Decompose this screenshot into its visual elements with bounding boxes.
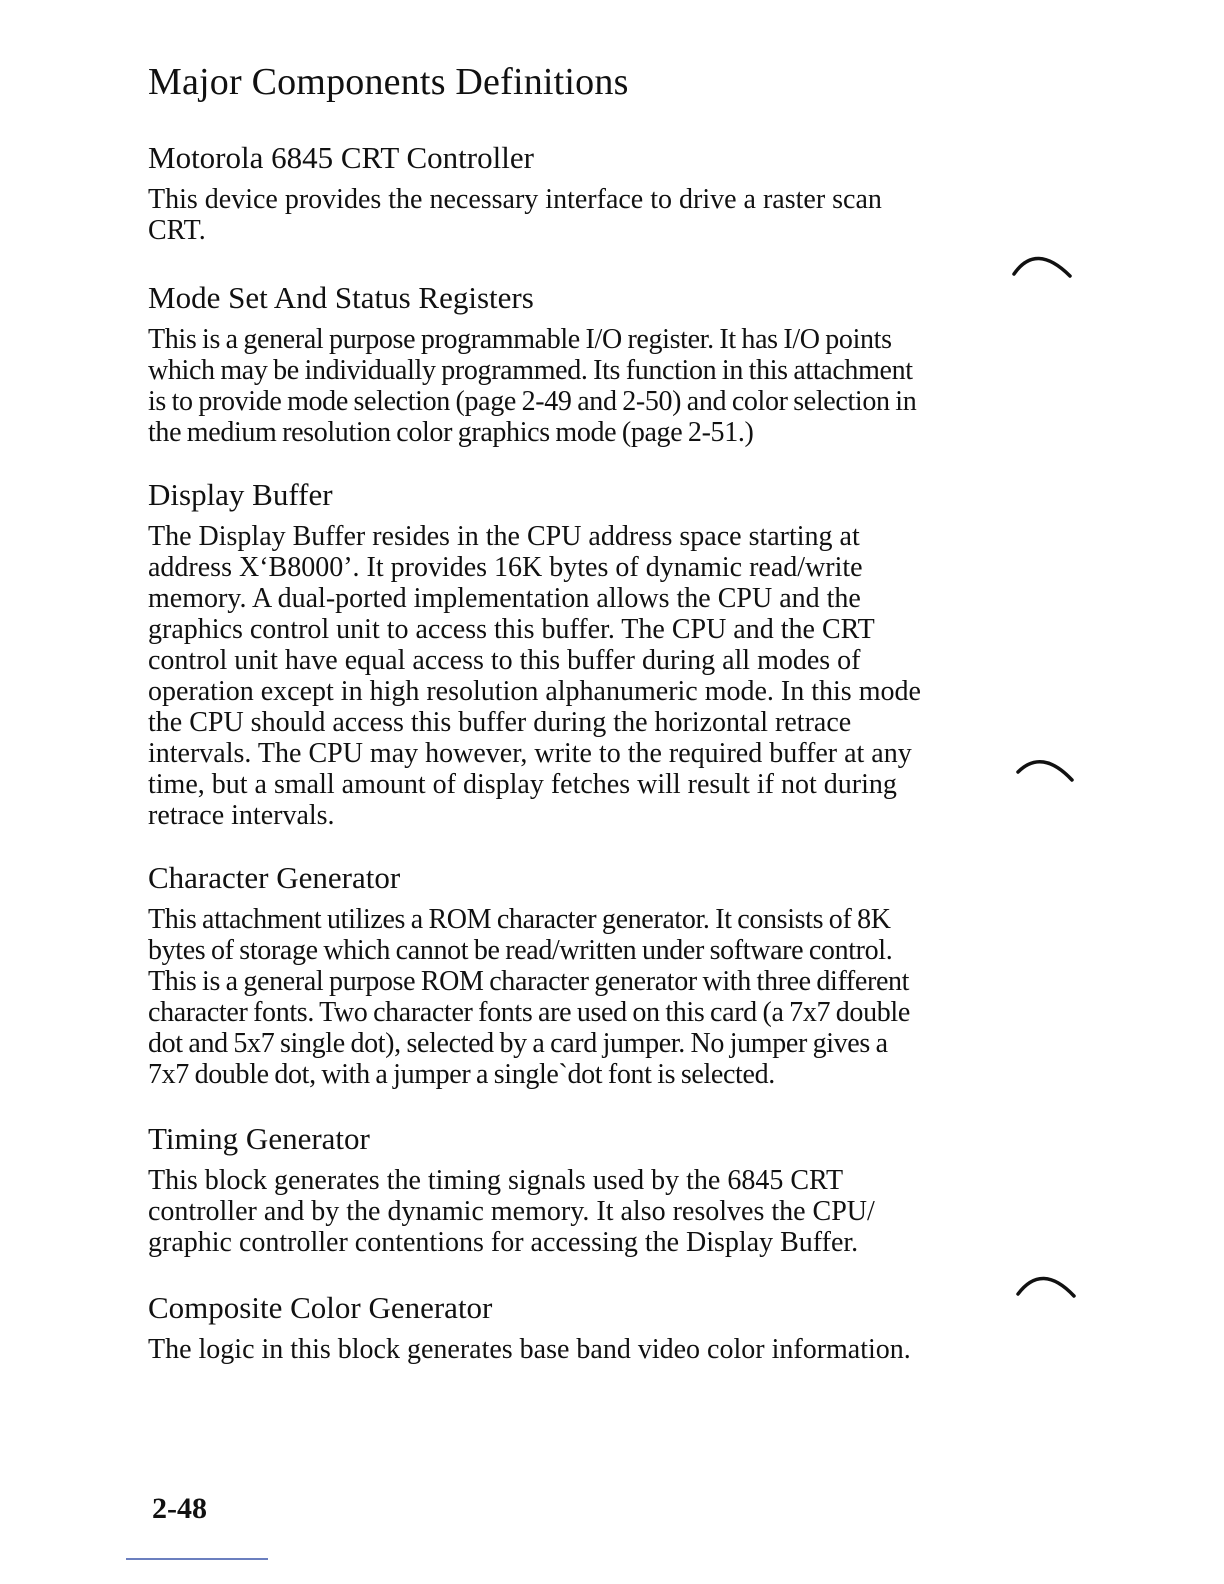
body-line: dot and 5x7 single dot), selected by a card jumper. No jumper gives a [148, 1028, 888, 1059]
body-line: This is a general purpose ROM character generator with three different [148, 966, 910, 997]
section-heading: Character Generator [148, 860, 401, 895]
section-timing-generator [148, 1119, 988, 1258]
section-heading: Display Buffer [148, 477, 333, 512]
body-line: intervals. The CPU may however, write to the required buffer at any [148, 738, 912, 769]
body-line: operation except in high resolution alphanumeric mode. In this mode [148, 676, 921, 707]
section-mode-set-registers [148, 278, 988, 448]
body-line: The Display Buffer resides in the CPU address space starting at [148, 521, 860, 552]
body-line: retrace intervals. [148, 800, 335, 831]
footer-rule [126, 1558, 268, 1560]
body-line: memory. A dual-ported implementation allows the CPU and the [148, 583, 861, 614]
section-body [148, 1334, 988, 1365]
page-title: Major Components Definitions [148, 61, 629, 103]
body-line: address X‘B8000’. It provides 16K bytes of dynamic read/write [148, 552, 863, 583]
page-number: 2-48 [152, 1492, 207, 1525]
section-display-buffer [148, 475, 988, 831]
section-crt-controller [148, 138, 988, 246]
body-line: graphics control unit to access this buffer. The CPU and the CRT [148, 614, 875, 645]
body-line: This device provides the necessary interface to drive a raster scan [148, 184, 882, 215]
section-body [148, 904, 988, 1090]
section-composite-color-generator [148, 1288, 988, 1365]
body-line: the medium resolution color graphics mode (page 2-51.) [148, 417, 754, 448]
section-heading: Motorola 6845 CRT Controller [148, 140, 534, 175]
binder-tab-mark-icon [1016, 752, 1078, 782]
binder-tab-mark-icon [1016, 1268, 1078, 1298]
section-body [148, 324, 988, 448]
body-line: control unit have equal access to this buffer during all modes of [148, 645, 861, 676]
body-line: 7x7 double dot, with a jumper a single`dot font is selected. [148, 1059, 775, 1090]
body-line: the CPU should access this buffer during the horizontal retrace [148, 707, 852, 738]
section-heading: Composite Color Generator [148, 1290, 493, 1325]
section-body [148, 184, 988, 246]
body-line: time, but a small amount of display fetches will result if not during [148, 769, 897, 800]
section-body [148, 521, 988, 831]
body-line: This is a general purpose programmable I/O register. It has I/O points [148, 324, 892, 355]
body-line: The logic in this block generates base band video color information. [148, 1334, 911, 1365]
body-line: graphic controller contentions for accessing the Display Buffer. [148, 1227, 859, 1258]
section-character-generator [148, 858, 988, 1090]
section-heading: Timing Generator [148, 1121, 370, 1156]
body-line: bytes of storage which cannot be read/written under software control. [148, 935, 893, 966]
section-heading: Mode Set And Status Registers [148, 280, 534, 315]
body-line: which may be individually programmed. Its function in this attachment [148, 355, 913, 386]
binder-tab-mark-icon [1012, 248, 1074, 278]
body-line: character fonts. Two character fonts are used on this card (a 7x7 double [148, 997, 910, 1028]
body-line: This block generates the timing signals used by the 6845 CRT [148, 1165, 844, 1196]
body-line: is to provide mode selection (page 2-49 and 2-50) and color selection in [148, 386, 917, 417]
body-line: controller and by the dynamic memory. It also resolves the CPU/ [148, 1196, 875, 1227]
section-body [148, 1165, 988, 1258]
body-line: CRT. [148, 215, 206, 246]
body-line: This attachment utilizes a ROM character generator. It consists of 8K [148, 904, 891, 935]
